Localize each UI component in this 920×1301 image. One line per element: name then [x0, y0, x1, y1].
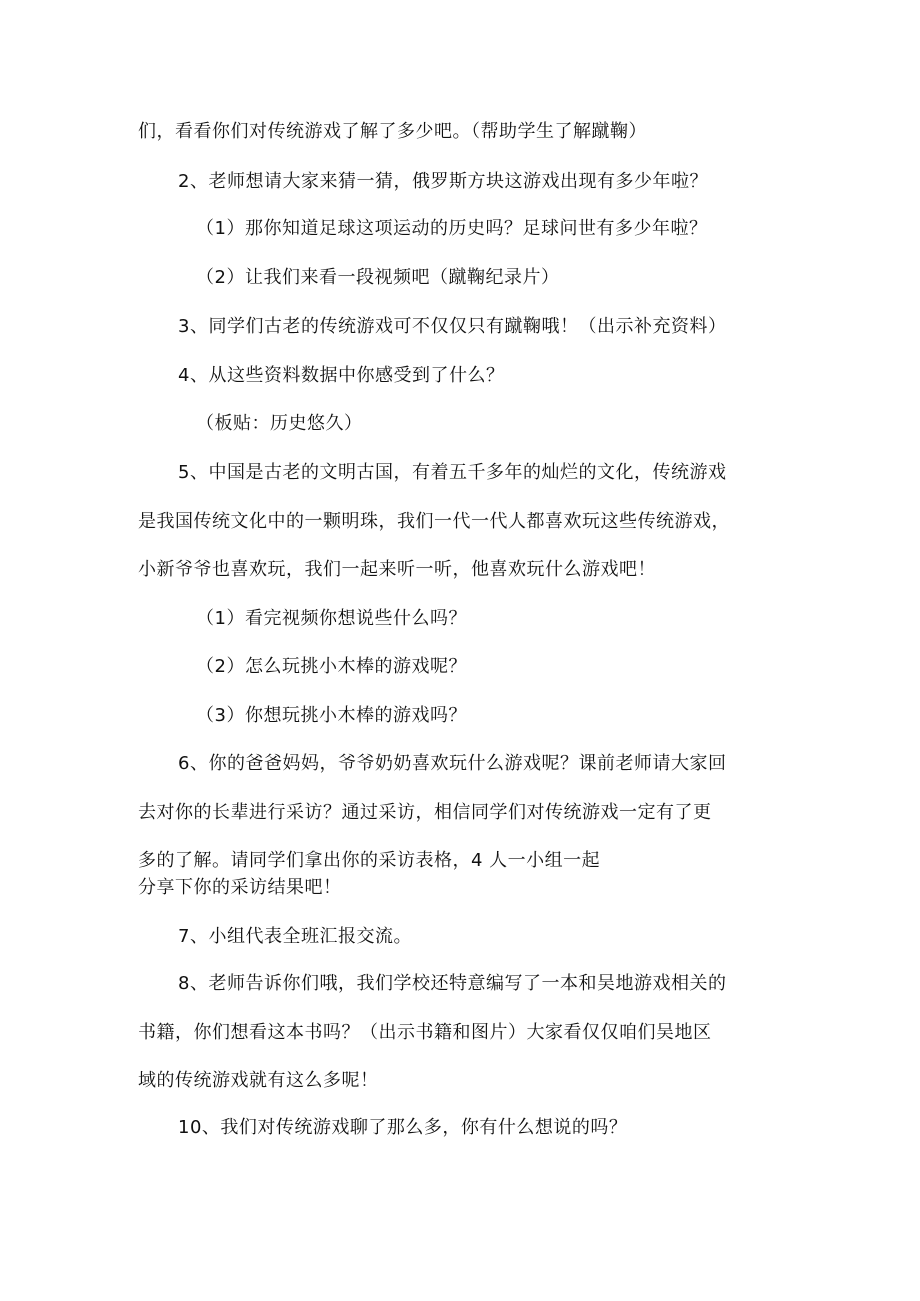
text-line: 多的了解。请同学们拿出你的采访表格，4 人一小组一起	[138, 850, 601, 871]
text-line: 小新爷爷也喜欢玩，我们一起来听一听，他喜欢玩什么游戏吧！	[138, 559, 656, 580]
text-line: 4、从这些资料数据中你感受到了什么？	[178, 365, 505, 386]
text-line: （2）让我们来看一段视频吧（蹴鞠纪录片）	[196, 267, 560, 288]
text-line: 5、中国是古老的文明古国，有着五千多年的灿烂的文化，传统游戏	[178, 462, 727, 483]
text-line: 书籍，你们想看这本书吗？（出示书籍和图片）大家看仅仅咱们吴地区	[138, 1022, 712, 1043]
text-line: 2、老师想请大家来猜一猜，俄罗斯方块这游戏出现有多少年啦？	[178, 171, 708, 192]
text-line: 们，看看你们对传统游戏了解了多少吧。（帮助学生了解蹴鞠）	[138, 121, 647, 142]
text-line: （板贴：历史悠久）	[196, 413, 363, 434]
text-line: 8、老师告诉你们哦，我们学校还特意编写了一本和吴地游戏相关的	[178, 973, 727, 994]
text-line: （1）那你知道足球这项运动的历史吗？足球问世有多少年啦？	[196, 218, 708, 239]
text-line: 3、同学们古老的传统游戏可不仅仅只有蹴鞠哦！（出示补充资料）	[178, 316, 727, 337]
text-line: 7、小组代表全班汇报交流。	[178, 926, 412, 947]
text-line: 分享下你的采访结果吧！	[138, 877, 342, 898]
text-line: （1）看完视频你想说些什么吗？	[196, 608, 467, 629]
text-line: 是我国传统文化中的一颗明珠，我们一代一代人都喜欢玩这些传统游戏，	[138, 511, 730, 532]
text-line: （3）你想玩挑小木棒的游戏吗？	[196, 705, 467, 726]
text-line: 10、我们对传统游戏聊了那么多，你有什么想说的吗？	[178, 1117, 628, 1138]
text-line: 域的传统游戏就有这么多呢！	[138, 1070, 379, 1091]
text-line: （2）怎么玩挑小木棒的游戏呢？	[196, 656, 467, 677]
text-line: 去对你的长辈进行采访？通过采访，相信同学们对传统游戏一定有了更	[138, 802, 712, 823]
text-line: 6、你的爸爸妈妈，爷爷奶奶喜欢玩什么游戏呢？课前老师请大家回	[178, 753, 727, 774]
